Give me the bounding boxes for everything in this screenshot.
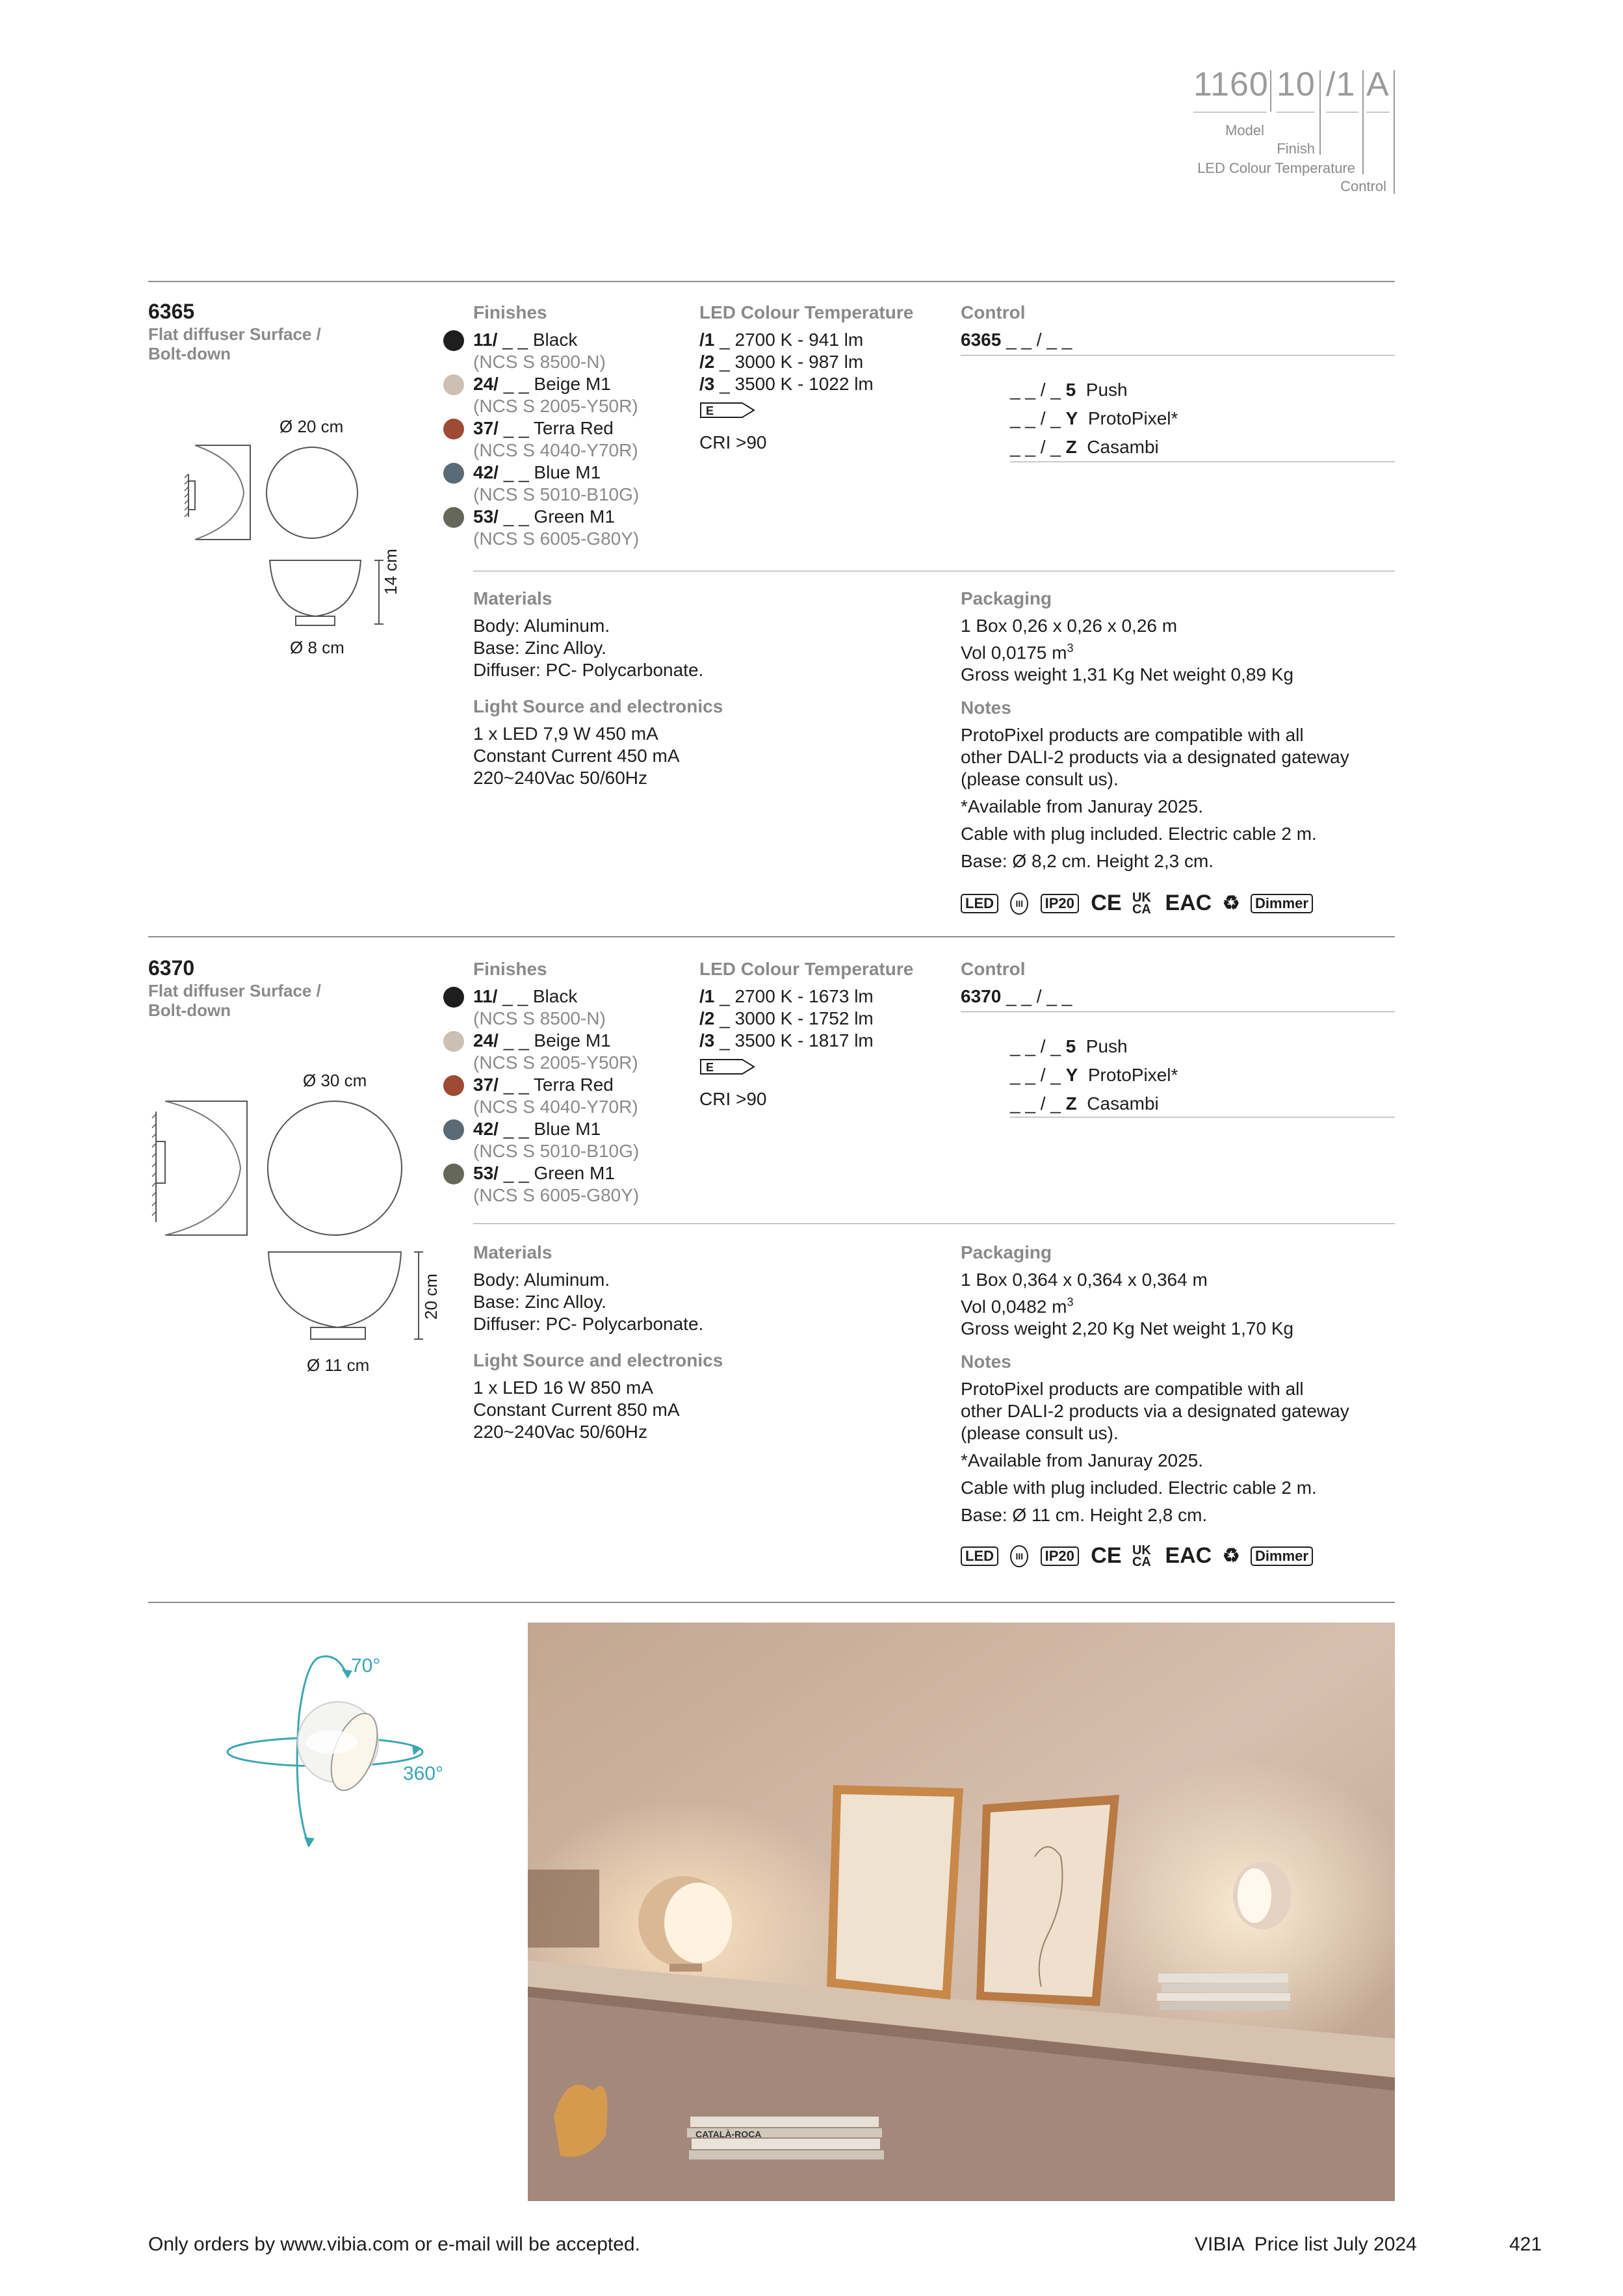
swatch-beige [443,374,464,395]
section-divider [148,1602,1395,1603]
picture-frame [976,1795,1119,2006]
lamp-right [1233,1862,1292,1929]
code-model: 1160 [1193,66,1269,103]
dim-height: 14 cm [381,549,400,595]
dim-height: 20 cm [421,1273,441,1320]
control-option: _ _ / _ Z Casambi [1010,1093,1159,1114]
class-iii-icon: III [1010,893,1028,915]
materials-title: Materials [473,588,552,608]
section-divider [148,281,1395,282]
light-title: Light Source and electronics [473,1350,723,1370]
dimmer-badge: Dimmer [1251,894,1313,913]
notes-title: Notes [961,1351,1011,1372]
recycle-icon: ♻ [1222,893,1240,914]
product-desc-1: Flat diffuser Surface / [148,981,321,1000]
control-option: _ _ / _ 5 Push [1010,1036,1128,1056]
technical-drawing [175,410,409,657]
svg-text:E: E [706,404,714,417]
book-spine-text: CATALÀ-ROCA [695,2129,762,2139]
swatch-blue [443,463,464,484]
swatch-green [443,1164,464,1184]
control-title: Control [961,959,1026,979]
code-finish: 10 [1277,66,1316,103]
swatch-black [443,330,464,351]
legend-led: LED Colour Temperature [1197,160,1355,176]
finishes-list: 11/ _ _ Black (NCS S 8500-N) 24/ _ _ Beige M1 (NCS S 2005-Y50R) 37/ _ _ Terra Red (NCS S 4040-Y70R) 42/ _ _ Blue M1 (NCS S 5010-B10G) 53/ _ _ Green M1 (NCS S 6005-G80Y) [473,329,688,550]
led-row: /3 _ 3500 K - 1817 lm [699,1030,874,1050]
swatch-blue [443,1119,464,1140]
class-iii-icon: III [1010,1545,1028,1567]
swatch-black [443,987,464,1008]
control-options [1010,376,1178,462]
led-badge: LED [961,1546,998,1566]
turn-label: 360° [403,1763,444,1784]
ukca-mark-icon: UK CA [1132,890,1151,917]
tilt-label: 70° [351,1655,381,1676]
finishes-list: 11/ _ _ Black (NCS S 8500-N) 24/ _ _ Beige M1 (NCS S 2005-Y50R) 37/ _ _ Terra Red (NCS S 4040-Y70R) 42/ _ _ Blue M1 (NCS S 5010-B10G) 53/ _ _ Green M1 (NCS S 6005-G80Y) [473,985,688,1207]
code-control: A [1366,66,1390,103]
eac-mark-icon: EAC [1165,891,1212,915]
product-code: 6370 [148,956,195,980]
swatch-green [443,507,464,528]
rotation-diagram [208,1638,468,1859]
energy-label-icon [699,1058,758,1075]
materials-list: Body: Aluminum. Base: Zinc Alloy. Diffuser: PC- Polycarbonate. [473,1270,704,1334]
control-title: Control [961,302,1026,322]
page-number: 421 [1509,2234,1542,2255]
led-badge: LED [961,894,998,913]
swatch-terra-red [443,1075,464,1096]
packaging-info: 1 Box 0,364 x 0,364 x 0,364 m Vol 0,0482 $m^3$ Gross weight 2,20 Kg Net weight 1,70 Kg [961,1270,1294,1339]
dim-diameter: Ø 30 cm [303,1071,367,1090]
swatch-beige [443,1031,464,1052]
footer-brand: VIBIA Price list July 2024 [1195,2234,1417,2255]
control-option: _ _ / _ Z Casambi [1010,437,1159,457]
control-code: 6370 _ _ / _ _ [961,986,1072,1006]
section-divider [148,936,1395,937]
materials-list: Body: Aluminum. Base: Zinc Alloy. Diffuser: PC- Polycarbonate. [473,616,704,680]
notes: ProtoPixel products are compatible with all other DALI-2 products via a designated gateway (please consult us). *Available from Januray 2025. Cable with plug included. Electric cable 2 m. Base: Ø 11 cm. Height 2,8 cm. [961,1379,1349,1525]
product-desc-1: Flat diffuser Surface / [148,324,321,344]
led-title: LED Colour Temperature [699,959,914,979]
led-row: /2 _ 3000 K - 1752 lm [699,1008,874,1028]
packaging-title: Packaging [961,1242,1052,1262]
footer-order-note: Only orders by www.vibia.com or e-mail will be accepted. [148,2234,640,2255]
notes-title: Notes [961,698,1011,718]
legend-control: Control [1340,178,1386,194]
ip20-badge: IP20 [1041,1546,1079,1566]
packaging-title: Packaging [961,588,1052,608]
led-list [699,985,874,1052]
swatch-terra-red [443,419,464,439]
control-option: _ _ / _ Y ProtoPixel* [1010,408,1178,428]
led-row: /3 _ 3500 K - 1022 lm [699,374,874,394]
product-desc-2: Bolt-down [148,344,231,363]
led-row: /1 _ 2700 K - 941 lm [699,330,864,350]
product-desc-2: Bolt-down [148,1000,231,1020]
ip20-badge: IP20 [1041,894,1079,913]
recycle-icon: ♻ [1222,1545,1240,1567]
svg-text:E: E [706,1061,714,1074]
dim-base: Ø 8 cm [290,638,344,657]
light-list: 1 x LED 7,9 W 450 mA Constant Current 450 mA 220~240Vac 50/60Hz [473,724,680,788]
led-list [699,329,874,395]
cri: CRI >90 [699,432,767,452]
technical-drawing [143,1092,442,1365]
energy-label-icon [699,402,758,419]
dimmer-badge: Dimmer [1251,1546,1313,1566]
legend-finish: Finish [1277,140,1315,157]
control-option: _ _ / _ Y ProtoPixel* [1010,1065,1178,1085]
dim-base: Ø 11 cm [307,1355,370,1375]
dim-diameter: Ø 20 cm [279,417,344,436]
legend-model: Model [1225,122,1264,138]
ukca-mark-icon: UK CA [1132,1543,1151,1569]
control-options [1010,1032,1178,1118]
led-title: LED Colour Temperature [699,302,914,322]
materials-title: Materials [473,1242,552,1262]
product-code: 6365 [148,300,195,323]
finishes-title: Finishes [473,302,547,322]
ce-mark-icon: CE [1091,1543,1122,1568]
ce-mark-icon: CE [1091,891,1122,915]
certification-icons [961,891,1322,916]
finishes-title: Finishes [473,959,547,979]
picture-frame [827,1785,963,2000]
control-option: _ _ / _ 5 Push [1010,380,1128,400]
cri: CRI >90 [699,1089,767,1109]
control-code: 6365 _ _ / _ _ [961,330,1072,350]
eac-mark-icon: EAC [1165,1543,1212,1568]
led-row: /1 _ 2700 K - 1673 lm [699,986,874,1006]
lifestyle-photo [528,1623,1395,2201]
notes: ProtoPixel products are compatible with all other DALI-2 products via a designated gateway (please consult us). *Available from Januray 2025. Cable with plug included. Electric cable 2 m. Base: Ø 8,2 cm. Height 2,3 cm. [961,725,1349,871]
light-title: Light Source and electronics [473,696,723,716]
certification-icons [961,1543,1322,1569]
led-row: /2 _ 3000 K - 987 lm [699,352,864,372]
packaging-info: 1 Box 0,26 x 0,26 x 0,26 m Vol 0,0175 $m^3$ Gross weight 1,31 Kg Net weight 0,89 Kg [961,616,1294,685]
light-list: 1 x LED 16 W 850 mA Constant Current 850 mA 220~240Vac 50/60Hz [473,1377,680,1442]
code-led: /1 [1326,66,1356,103]
